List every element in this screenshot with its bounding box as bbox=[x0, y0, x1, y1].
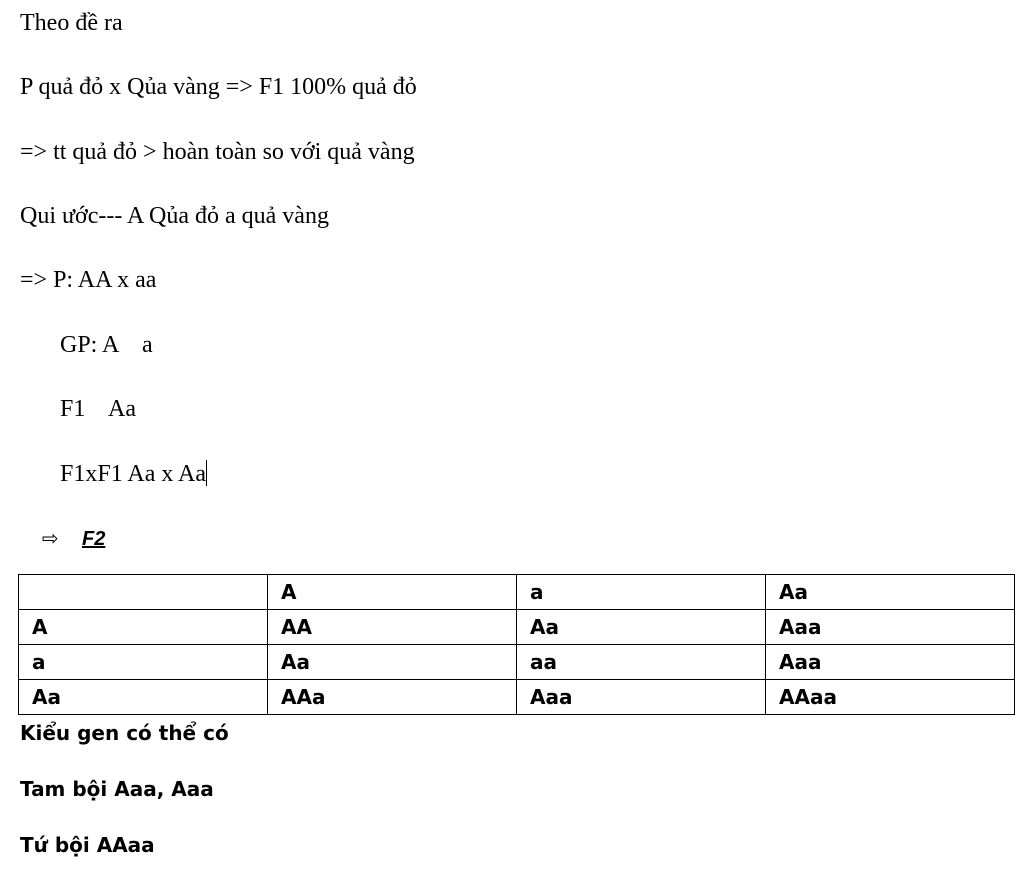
table-cell: A bbox=[19, 610, 268, 645]
table-cell: aa bbox=[517, 645, 766, 680]
table-cell: A bbox=[268, 575, 517, 610]
table-cell: a bbox=[517, 575, 766, 610]
f2-label: F2 bbox=[82, 528, 106, 550]
text-line-convention: Qui ước--- A Qủa đỏ a quả vàng bbox=[20, 203, 329, 229]
text-cursor bbox=[206, 460, 207, 486]
table-cell: a bbox=[19, 645, 268, 680]
conclusion-triploid: Tam bội Aaa, Aaa bbox=[20, 777, 214, 801]
text-line-cross-p: P quả đỏ x Qủa vàng => F1 100% quả đỏ bbox=[20, 74, 417, 100]
table-cell: AAaa bbox=[766, 680, 1015, 715]
f1xf1-text: F1xF1 Aa x Aa bbox=[60, 461, 207, 487]
text-line-dominance: => tt quả đỏ > hoàn toàn so với quả vàng bbox=[20, 139, 415, 165]
punnett-table bbox=[18, 574, 1015, 715]
table-header-row bbox=[19, 575, 1015, 610]
text-line-p-genotype: => P: AA x aa bbox=[20, 267, 157, 293]
table-cell: Aaa bbox=[517, 680, 766, 715]
table-cell: AA bbox=[268, 610, 517, 645]
text-line-gp: GP: A a bbox=[60, 332, 153, 358]
arrow-right-icon: ⇨ bbox=[42, 526, 59, 550]
f2-heading bbox=[42, 524, 105, 553]
conclusion-tetraploid: Tứ bội AAaa bbox=[20, 833, 155, 857]
table-cell: Aa bbox=[268, 645, 517, 680]
table-row bbox=[19, 680, 1015, 715]
table-row bbox=[19, 645, 1015, 680]
table-cell: Aa bbox=[766, 575, 1015, 610]
table-cell bbox=[19, 575, 268, 610]
text-line-f1xf1[interactable] bbox=[60, 459, 207, 489]
table-cell: AAa bbox=[268, 680, 517, 715]
table-cell: Aa bbox=[19, 680, 268, 715]
table-cell: Aa bbox=[517, 610, 766, 645]
table-row bbox=[19, 610, 1015, 645]
text-line-f1: F1 Aa bbox=[60, 396, 137, 422]
table-cell: Aaa bbox=[766, 645, 1015, 680]
conclusion-genotypes: Kiểu gen có thể có bbox=[20, 721, 229, 745]
table-cell: Aaa bbox=[766, 610, 1015, 645]
text-line-intro: Theo đề ra bbox=[20, 10, 123, 36]
